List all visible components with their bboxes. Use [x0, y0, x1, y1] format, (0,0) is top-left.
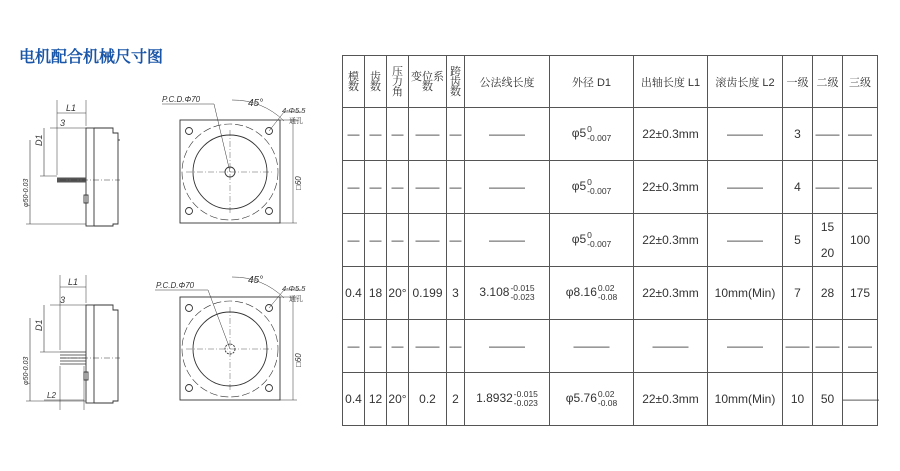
- d1-label: D1: [34, 134, 44, 146]
- cell-span-length: ———: [465, 161, 550, 214]
- tol-upper: 0: [587, 124, 592, 134]
- tol-lower: -0.007: [587, 239, 612, 249]
- header-pressure-angle: 压力角: [387, 56, 409, 108]
- d1-value: φ8.16: [565, 285, 597, 300]
- cell-modulus: —: [343, 161, 365, 214]
- cell-stage-3: ——: [843, 108, 878, 161]
- cell-shaft-length: 22±0.3mm: [634, 108, 708, 161]
- cell-stage-1: 5: [783, 214, 813, 267]
- tol-lower: -0.007: [587, 186, 612, 196]
- span-length-value: 3.108: [479, 285, 510, 300]
- cell-span-length: ———: [465, 108, 550, 161]
- cell-outer-diameter: [550, 373, 634, 426]
- l1-label-bottom: L1: [68, 277, 79, 287]
- cell-shift: ——: [409, 108, 447, 161]
- cell-span: —: [447, 320, 465, 373]
- cell-shaft-length: 22±0.3mm: [634, 161, 708, 214]
- tol-upper: 0: [587, 177, 592, 187]
- cell-stage-1: 10: [783, 373, 813, 426]
- table-row: [343, 267, 878, 320]
- holes-label: 4-Φ5.5: [282, 106, 306, 115]
- side-view-top: [26, 100, 120, 226]
- spec-table: [342, 55, 878, 426]
- d1-tolerance: [587, 125, 611, 143]
- cell-stage-3: 100: [843, 214, 878, 267]
- cell-angle: —: [387, 214, 409, 267]
- through-hole-label: 通孔: [289, 118, 303, 125]
- shaft-dim-label-bottom: φ50-0.03: [23, 356, 30, 385]
- cell-shaft-length: 22±0.3mm: [634, 373, 708, 426]
- motor-drawings: [0, 0, 335, 471]
- l1-label: L1: [66, 103, 77, 113]
- table-row: [343, 320, 878, 373]
- cell-modulus: —: [343, 320, 365, 373]
- cell-stage-1: ——: [783, 320, 813, 373]
- cell-teeth: —: [365, 161, 387, 214]
- tol-lower: -0.08: [597, 398, 618, 408]
- cell-stage-1: 3: [783, 108, 813, 161]
- header-span-teeth: 跨齿数: [447, 56, 465, 108]
- tol-upper: 0: [587, 230, 592, 240]
- cell-outer-diameter: [550, 214, 634, 267]
- d1-tolerance: [598, 390, 617, 408]
- table-header-row: [343, 56, 878, 108]
- cell-stage-2: 50: [813, 373, 843, 426]
- cell-stage-3: ——: [843, 161, 878, 214]
- table-row: [343, 108, 878, 161]
- cell-shift: ——: [409, 214, 447, 267]
- tol-upper: -0.015: [513, 389, 538, 399]
- header-span-length: 公法线长度: [465, 56, 550, 108]
- cell-outer-diameter: ———: [550, 320, 634, 373]
- d1-value: φ5: [571, 126, 587, 141]
- cell-stage-3: 175: [843, 267, 878, 320]
- table-row: [343, 214, 878, 267]
- pcd-label-bottom: P.C.D.Φ70: [156, 281, 195, 290]
- cell-span: 3: [447, 267, 465, 320]
- cell-span-length: ———: [465, 214, 550, 267]
- cell-shaft-length: ———: [634, 320, 708, 373]
- side-view-bottom: [26, 275, 120, 410]
- cell-stage-1: 7: [783, 267, 813, 320]
- header-shift-coefficient: 变位系数: [409, 56, 447, 108]
- cell-shift: 0.199: [409, 267, 447, 320]
- dim-3-label-bottom: 3: [60, 295, 66, 305]
- cell-angle: 20°: [387, 267, 409, 320]
- d1-label-bottom: D1: [34, 319, 44, 331]
- cell-span-length: ———: [465, 320, 550, 373]
- cell-hob-length: 10mm(Min): [708, 373, 783, 426]
- header-stage-1: 一级: [783, 56, 813, 108]
- cell-modulus: —: [343, 108, 365, 161]
- stage-2-value-a: 15: [820, 220, 835, 234]
- cell-hob-length: ———: [708, 214, 783, 267]
- header-hob-length: 滚齿长度 L2: [708, 56, 783, 108]
- page-title: 电机配合机械尺寸图: [19, 49, 164, 66]
- front-view-top: [162, 100, 302, 223]
- d1-tolerance: [598, 284, 617, 302]
- cell-modulus: 0.4: [343, 267, 365, 320]
- table-row: [343, 161, 878, 214]
- cell-hob-length: ———: [708, 320, 783, 373]
- dim-3-label: 3: [60, 118, 66, 128]
- header-stage-2: 二级: [813, 56, 843, 108]
- shaft-dim-label: φ50-0.03: [23, 178, 30, 207]
- cell-shift: ——: [409, 161, 447, 214]
- cell-span: —: [447, 161, 465, 214]
- span-length-tolerance: [514, 390, 538, 408]
- tol-lower: -0.023: [513, 398, 538, 408]
- cell-modulus: —: [343, 214, 365, 267]
- tol-lower: -0.007: [587, 133, 612, 143]
- d1-value: φ5: [571, 232, 587, 247]
- tol-lower: -0.08: [597, 292, 618, 302]
- cell-span-length: [465, 267, 550, 320]
- cell-span-length: [465, 373, 550, 426]
- cell-stage-2: ——: [813, 161, 843, 214]
- square-label-bottom: □60: [294, 353, 303, 367]
- cell-outer-diameter: [550, 161, 634, 214]
- d1-value: φ5: [571, 179, 587, 194]
- cell-teeth: 18: [365, 267, 387, 320]
- cell-hob-length: ———: [708, 161, 783, 214]
- front-view-bottom: [155, 277, 302, 400]
- cell-stage-2: ——: [813, 320, 843, 373]
- cell-stage-1: 4: [783, 161, 813, 214]
- cell-outer-diameter: [550, 108, 634, 161]
- cell-span: —: [447, 214, 465, 267]
- cell-teeth: 12: [365, 373, 387, 426]
- cell-angle: 20°: [387, 373, 409, 426]
- cell-hob-length: ———: [708, 108, 783, 161]
- cell-span: —: [447, 108, 465, 161]
- d1-tolerance: [587, 178, 611, 196]
- table-row: [343, 373, 878, 426]
- d1-value: φ5.76: [565, 391, 597, 406]
- header-outer-diameter: 外径 D1: [550, 56, 634, 108]
- tol-upper: -0.015: [510, 283, 535, 293]
- cell-hob-length: 10mm(Min): [708, 267, 783, 320]
- span-length-value: 1.8932: [476, 391, 513, 406]
- cell-span: 2: [447, 373, 465, 426]
- cell-angle: —: [387, 108, 409, 161]
- header-modulus: 模数: [343, 56, 365, 108]
- holes-label-bottom: 4-Φ5.5: [282, 284, 306, 293]
- cell-outer-diameter: [550, 267, 634, 320]
- cell-stage-3: ———: [843, 373, 878, 426]
- pcd-label: P.C.D.Φ70: [162, 95, 201, 104]
- cell-stage-2: ——: [813, 108, 843, 161]
- cell-teeth: —: [365, 108, 387, 161]
- cell-angle: —: [387, 320, 409, 373]
- cell-shift: ——: [409, 320, 447, 373]
- cell-teeth: —: [365, 320, 387, 373]
- angle-label: 45°: [248, 98, 264, 109]
- span-length-tolerance: [510, 284, 534, 302]
- cell-shaft-length: 22±0.3mm: [634, 214, 708, 267]
- tol-lower: -0.023: [510, 292, 535, 302]
- tol-upper: 0.02: [597, 283, 615, 293]
- stage-2-value-b: 20: [820, 246, 835, 260]
- l2-label: L2: [47, 391, 56, 400]
- cell-angle: —: [387, 161, 409, 214]
- cell-stage-2: [813, 214, 843, 267]
- d1-tolerance: [587, 231, 611, 249]
- angle-label-bottom: 45°: [248, 275, 264, 286]
- cell-teeth: —: [365, 214, 387, 267]
- cell-modulus: 0.4: [343, 373, 365, 426]
- cell-stage-3: ——: [843, 320, 878, 373]
- header-shaft-length: 出轴长度 L1: [634, 56, 708, 108]
- cell-stage-2: 28: [813, 267, 843, 320]
- through-hole-label-bottom: 通孔: [289, 296, 303, 303]
- square-label: □60: [294, 176, 303, 190]
- header-stage-3: 三级: [843, 56, 878, 108]
- cell-shift: 0.2: [409, 373, 447, 426]
- tol-upper: 0.02: [597, 389, 615, 399]
- header-teeth: 齿数: [365, 56, 387, 108]
- cell-shaft-length: 22±0.3mm: [634, 267, 708, 320]
